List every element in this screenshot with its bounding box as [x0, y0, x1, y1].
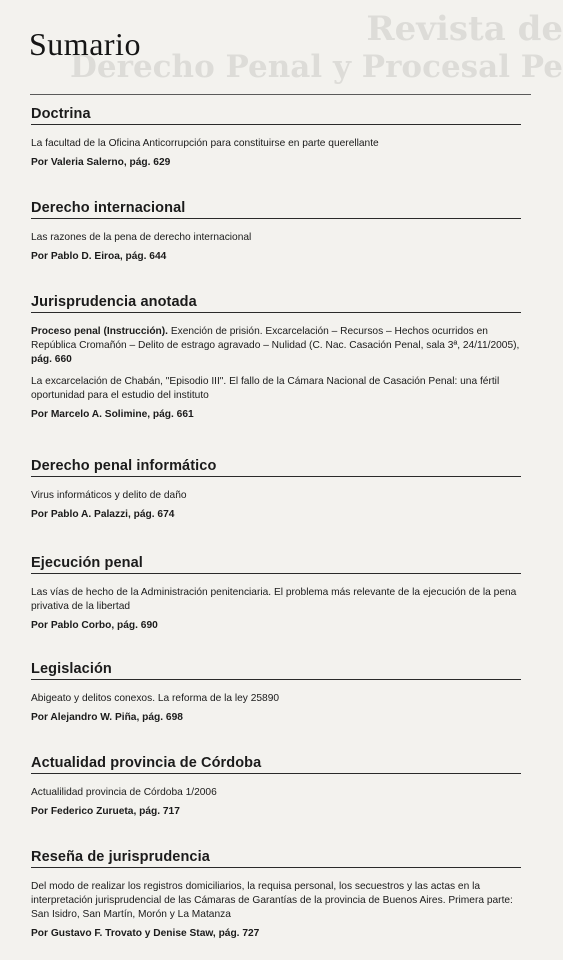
- article-author: Por Valeria Salerno, pág. 629: [31, 157, 171, 168]
- article-title: Las razones de la pena de derecho internacional: [31, 232, 252, 243]
- article-title: Abigeato y delitos conexos. La reforma de la ley 25890: [31, 693, 280, 704]
- section-resena-jurisprudencia: [31, 849, 521, 949]
- section-legislacion: [31, 661, 521, 733]
- article-title: La facultad de la Oficina Anticorrupción para constituirse en parte querellante: [31, 138, 379, 149]
- article-entry[interactable]: [31, 231, 521, 264]
- section-heading: Derecho internacional: [31, 200, 521, 219]
- section-doctrina: [31, 106, 521, 178]
- article-author: Por Federico Zurueta, pág. 717: [31, 806, 180, 817]
- article-author: Por Pablo A. Palazzi, pág. 674: [31, 509, 175, 520]
- page-title: Sumario: [29, 26, 141, 62]
- section-derecho-internacional: [31, 200, 521, 272]
- article-entry[interactable]: [31, 880, 521, 941]
- section-actualidad-cordoba: [31, 755, 521, 827]
- section-heading: Legislación: [31, 661, 521, 680]
- article-entry[interactable]: [31, 325, 521, 367]
- title-divider: [30, 94, 531, 95]
- article-author: Por Marcelo A. Solimine, pág. 661: [31, 409, 194, 420]
- article-author: Por Pablo D. Eiroa, pág. 644: [31, 251, 167, 262]
- article-title: [31, 325, 521, 367]
- article-entry[interactable]: [31, 586, 521, 633]
- article-entry[interactable]: [31, 137, 521, 170]
- article-author: Por Alejandro W. Piña, pág. 698: [31, 712, 183, 723]
- article-entry[interactable]: [31, 786, 521, 819]
- article-author: Por Pablo Corbo, pág. 690: [31, 620, 158, 631]
- article-title: Actualilidad provincia de Córdoba 1/2006: [31, 787, 217, 798]
- section-ejecucion-penal: [31, 555, 521, 641]
- article-title: Del modo de realizar los registros domiciliarios, la requisa personal, los secuestros y las actas en la interpretación jurisprudencial de las Cámaras de Garantías de la provincia de Buenos Aires. Primera parte: San Isidro, San Martín, Morón y La Matanza: [31, 881, 513, 920]
- section-heading: Reseña de jurisprudencia: [31, 849, 521, 868]
- article-author: Por Gustavo F. Trovato y Denise Staw, pág. 727: [31, 928, 260, 939]
- section-heading: Ejecución penal: [31, 555, 521, 574]
- section-derecho-penal-informatico: [31, 458, 521, 530]
- section-heading: Actualidad provincia de Córdoba: [31, 755, 521, 774]
- section-heading: Derecho penal informático: [31, 458, 521, 477]
- section-heading: Doctrina: [31, 106, 521, 125]
- article-title-text: Exención de prisión. Excarcelación – Recursos – Hechos ocurridos en República Cromañón – Delito de estrago agravado – Nulidad (C. Nac. Casación Penal, sala 3ª, 24/11/2005),: [31, 326, 520, 351]
- article-title: Las vías de hecho de la Administración penitenciaria. El problema más relevante de la ejecución de la pena privativa de la libertad: [31, 587, 517, 612]
- article-entry[interactable]: [31, 489, 521, 522]
- bleed-through-title: Revista de: [366, 9, 563, 49]
- section-heading: Jurisprudencia anotada: [31, 294, 521, 313]
- section-jurisprudencia-anotada: [31, 294, 521, 430]
- article-lead: Proceso penal (Instrucción).: [31, 326, 168, 337]
- article-page: pág. 660: [31, 354, 72, 365]
- article-entry[interactable]: [31, 692, 521, 725]
- article-title: La excarcelación de Chabán, "Episodio III". El fallo de la Cámara Nacional de Casación Penal: una fértil oportunidad para el estudio del instituto: [31, 376, 500, 401]
- bleed-through-subtitle: Derecho Penal y Procesal Pe: [70, 49, 563, 85]
- article-title: Virus informáticos y delito de daño: [31, 490, 187, 501]
- article-entry[interactable]: [31, 375, 521, 422]
